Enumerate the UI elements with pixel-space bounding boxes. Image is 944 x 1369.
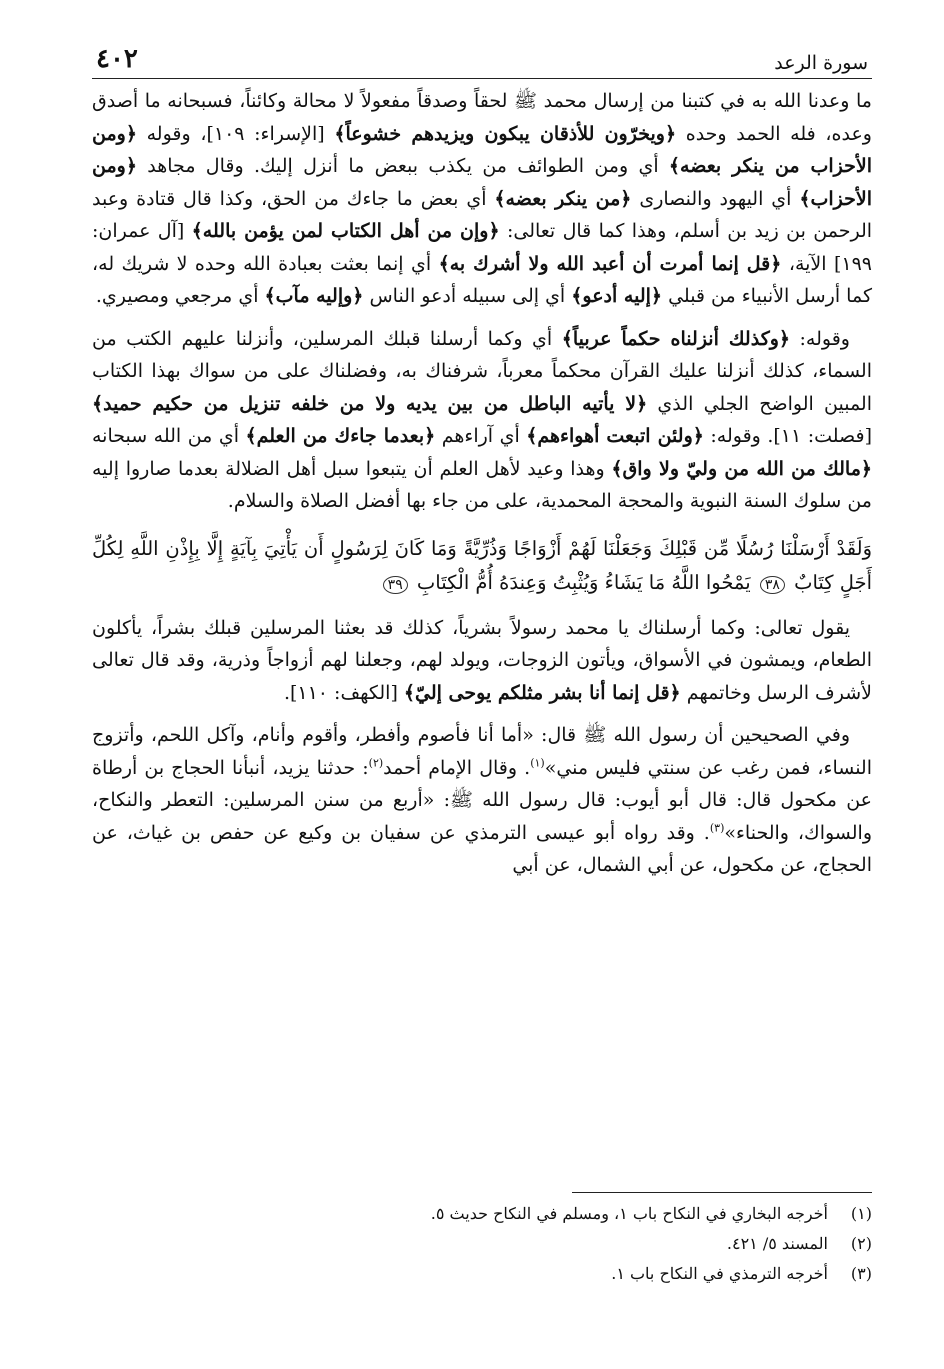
text-span: [الإسراء: ١٠٩]، وقوله [136, 122, 335, 145]
text-span: [فصلت: ١١]. وقوله: [703, 425, 873, 447]
text-span: ما وعدنا الله به في كتبنا من إرسال محمد ﷺ لحقاً وصدقاً مفعولاً لا محالة وكائناً، فسبحانه ما أصدق وعده، فله الحمد وحده [92, 90, 872, 145]
text-span: يقول تعالى: وكما أرسلناك يا محمد رسولاً بشرياً، كذلك قد بعثنا المرسلين قبلك بشراً، يأكلون الطعام، ويمشون في الأسواق، ويأتون الزوجات، ويولد لهم، وجعلنا لهم أزواجاً وذرية، وقد قال تعالى لأشرف الرسل وخاتمهم [92, 616, 873, 704]
text-span: . وقد رواه أبو عيسى الترمذي عن سفيان بن وكيع عن حفص بن غياث، عن الحجاج، عن مكحول، عن أبي الشمال، عن أبي [92, 821, 872, 876]
quran-verse-block [92, 532, 872, 602]
footnote-ref[interactable]: (١) [530, 756, 545, 770]
quote-span: ﴿قل إنما أمرت أن أعبد الله ولا أشرك به﴾ [438, 252, 782, 275]
surah-title: سورة الرعد [774, 52, 868, 74]
quote-span: ﴿لا يأتيه الباطل من بين يديه ولا من خلفه تنزيل من حكيم حميد﴾ [92, 392, 648, 415]
footnote-number: (٢) [850, 1234, 872, 1253]
page-number: ٤٠٢ [96, 44, 138, 74]
footnotes [92, 1192, 872, 1289]
verse-39-text: يَمْحُوا اللَّهُ مَا يَشَاءُ وَيُثْبِتُ وَعِندَهُ أُمُّ الْكِتَابِ [416, 570, 751, 594]
footnote-3 [92, 1259, 872, 1289]
quote-span: ﴿مالك من الله من وليّ ولا واق﴾ [611, 457, 872, 480]
text-span: أي مرجعي ومصيري. [95, 285, 265, 307]
quote-span: ﴿ومن الأحزاب من ينكر بعضه﴾ [92, 122, 872, 177]
footnote-ref[interactable]: (٢) [368, 756, 384, 770]
paragraph-3 [92, 612, 872, 710]
quote-span: ﴿وإليه مآب﴾ [264, 285, 364, 307]
text-span: : حدثنا يزيد، أنبأنا الحجاج بن أرطاة عن مكحول قال: قال أبو أيوب: قال رسول الله ﷺ: «أربع من سنن المرسلين: التعطر والنكاح، والسواك، والحناء» [92, 756, 872, 844]
quote-span: ﴿وكذلك أنزلناه حكماً عربياً﴾ [561, 327, 791, 350]
text-span: أي إنما بعثت بعبادة الله وحده لا شريك له، كما أرسل الأنبياء من قبلي [92, 252, 872, 307]
text-span: أي آراءهم [435, 425, 527, 447]
text-span: أي اليهود والنصارى [631, 187, 800, 210]
verse-38-text: وَلَقَدْ أَرْسَلْنَا رُسُلًا مِّن قَبْلِكَ وَجَعَلْنَا لَهُمْ أَزْوَاجًا وَذُرِّيَّةً وَمَا كَانَ لِرَسُولٍ أَن يَأْتِيَ بِآيَةٍ إِلَّا بِإِذْنِ اللَّهِ لِكُلِّ أَجَلٍ كِتَابٌ [92, 536, 872, 594]
quote-span: ﴿ومن الأحزاب﴾ [92, 155, 872, 210]
footnote-ref[interactable]: (٣) [709, 821, 725, 835]
verse-number-marker: ٣٨ [760, 576, 785, 594]
quote-span: ﴿ولئن اتبعت أهواءهم﴾ [526, 425, 704, 447]
footnote-text: أخرجه الترمذي في النكاح باب ١. [611, 1264, 828, 1283]
text-span: أي إلى سبيله أدعو الناس [363, 285, 572, 307]
quote-span: ﴿قل إنما أنا بشر مثلكم يوحى إليّ﴾ [403, 681, 681, 704]
text-span: وفي الصحيحين أن رسول الله ﷺ قال: «أما أنا فأصوم وأفطر، وأقوم وأنام، وآكل اللحم، وأتزوج النساء، فمن رغب عن سنتي فليس مني» [92, 724, 872, 779]
quote-span: ﴿وإن من أهل الكتاب لمن يؤمن بالله﴾ [191, 220, 500, 242]
footnote-1 [92, 1199, 872, 1229]
footnote-text: أخرجه البخاري في النكاح باب ١، ومسلم في النكاح حديث ٥. [430, 1204, 828, 1223]
footnote-2 [92, 1229, 872, 1259]
text-span: وقوله: [790, 327, 850, 350]
footnote-text: المسند ٥/ ٤٢١. [726, 1234, 828, 1253]
quote-span: ﴿ويخرّون للأذقان يبكون ويزيدهم خشوعاً﴾ [334, 122, 677, 145]
text-span: [آل عمران: ١٩٩] الآية، [92, 220, 873, 275]
text-span: وهذا وعيد لأهل العلم أن يتبعوا سبل أهل الضلالة بعدما صاروا إليه من سلوك السنة النبوية والمحجة المحمدية، على من جاء بها أفضل الصلاة والسلام. [92, 457, 872, 512]
text-span: . وقال الإمام أحمد [383, 756, 531, 779]
paragraph-2 [92, 323, 872, 518]
text-span: أي بعض ما جاءك من الحق، وكذا قال قتادة وعبد الرحمن بن زيد بن أسلم، وهذا كما قال تعالى: [92, 187, 873, 242]
quote-span: ﴿بعدما جاءك من العلم﴾ [245, 425, 436, 447]
text-span: أي من الله سبحانه [92, 425, 246, 447]
verse-number-marker: ٣٩ [383, 576, 408, 594]
text-span: أي وكما أرسلنا قبلك المرسلين، وأنزلنا عليهم الكتب من السماء، كذلك أنزلنا عليك القرآن محكماً معرباً، شرفناك به، وفضلناك على من سواك بهذا الكتاب المبين الواضح الجلي الذي [92, 327, 872, 415]
paragraph-4 [92, 719, 872, 882]
footnote-number: (١) [850, 1204, 872, 1223]
quote-span: ﴿إليه أدعو﴾ [571, 285, 663, 307]
paragraph-1 [92, 85, 872, 313]
text-span: [الكهف: ١١٠]. [283, 681, 404, 704]
running-head [92, 38, 872, 79]
text-span: أي ومن الطوائف من يكذب ببعض ما أنزل إليك. وقال مجاهد [136, 155, 669, 177]
footnote-divider [572, 1192, 872, 1193]
footnote-number: (٣) [850, 1264, 872, 1283]
quote-span: ﴿من ينكر بعضه﴾ [494, 187, 632, 210]
